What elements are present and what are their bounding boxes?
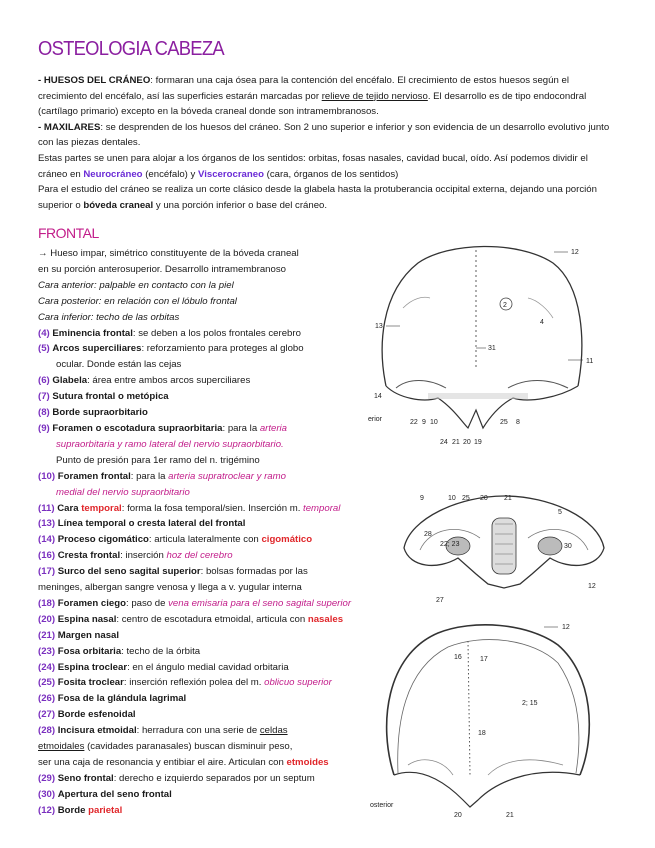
- frontal-feature-item: [38, 771, 378, 787]
- frontal-feature-item: [38, 437, 378, 453]
- feature-r: : derecho e izquierdo separados por un septum: [113, 772, 315, 784]
- feature-r: : herradura con una serie de: [136, 725, 260, 737]
- feature-t: Cresta frontal: [57, 550, 121, 562]
- fig2-label: 20: [480, 495, 488, 502]
- frontal-feature-item: [38, 341, 378, 357]
- intro-text: [38, 73, 618, 213]
- feature-t: Seno frontal: [57, 772, 114, 784]
- fig1-label: 13: [375, 323, 383, 330]
- feature-n: (14): [38, 534, 56, 546]
- feature-p: temporal: [303, 502, 341, 514]
- frontal-feature-list: [38, 326, 378, 819]
- feature-n: (27): [38, 709, 56, 721]
- feature-red: temporal: [81, 502, 122, 514]
- feature-r: : articula lateralmente con: [148, 534, 262, 546]
- feature-c1: (cavidades paranasales) buscan disminuir peso,: [84, 741, 293, 753]
- fig1-label: 24: [440, 439, 448, 446]
- feature-t: Espina troclear: [57, 661, 128, 673]
- feature-p: arteria: [259, 422, 288, 434]
- fig2-label: 25: [462, 495, 470, 502]
- figure-frontal-posterior: [368, 615, 608, 825]
- frontal-feature-item: [38, 405, 378, 421]
- feature-n: (23): [38, 645, 56, 657]
- feature-c0: meninges, albergan sangre venosa y llega a v. yugular interna: [38, 582, 302, 594]
- frontal-feature-item: [38, 469, 378, 485]
- feature-t: Apertura del seno frontal: [57, 788, 172, 800]
- feature-t: Espina nasal: [57, 613, 117, 625]
- frontal-feature-item: [38, 691, 378, 707]
- fig1-label: 19: [474, 439, 482, 446]
- feature-n: (5): [38, 343, 50, 355]
- feature-t: Eminencia frontal: [52, 327, 133, 339]
- fig2-label: 12: [588, 583, 596, 590]
- intro-paragraph-4: Para el estudio del cráneo se realiza un corte clásico desde la glabela hasta la protuberancia occipital externa, dejando una porción superior o bóveda craneal y una porción inferior o base del cráneo.: [38, 184, 597, 211]
- feature-n: (10): [38, 470, 56, 482]
- feature-n: (26): [38, 693, 56, 705]
- fig2-label: 10: [448, 495, 456, 502]
- fig3-label: 12: [562, 624, 570, 631]
- fig1-label: 11: [586, 358, 594, 365]
- frontal-feature-item: [38, 739, 378, 755]
- feature-r: : bolsas formadas por las: [200, 566, 308, 578]
- frontal-feature-item: [38, 421, 378, 437]
- fig3-label: osterior: [370, 802, 394, 809]
- feature-n: (28): [38, 725, 56, 737]
- feature-t: Surco del seno sagital superior: [57, 566, 201, 578]
- feature-t: Cara: [57, 502, 82, 514]
- feature-t: Borde supraorbitario: [52, 407, 148, 419]
- frontal-feature-item: [38, 723, 378, 739]
- feature-r: : techo de la órbita: [121, 645, 201, 657]
- frontal-feature-item: [38, 326, 378, 342]
- feature-t: Foramen ciego: [57, 597, 126, 609]
- feature-c: ocular. Donde están las cejas: [56, 359, 182, 371]
- frontal-feature-item: [38, 644, 378, 660]
- fig1-label: 31: [488, 345, 496, 352]
- feature-t: Foramen o escotadura supraorbitaria: [52, 422, 223, 434]
- fig2-label: 21: [504, 495, 512, 502]
- frontal-feature-item: [38, 580, 378, 596]
- fig1-label: 2: [503, 302, 507, 309]
- fig1-label: 25: [500, 419, 508, 426]
- desc-line: en su porción anterosuperior. Desarrollo intramembranoso: [38, 263, 286, 275]
- figure-frontal-anterior: [368, 238, 600, 450]
- frontal-inferior-drawing: [400, 488, 608, 608]
- feature-red2: etmoides: [286, 757, 329, 768]
- feature-t: Fosa de la glándula lagrimal: [57, 693, 187, 705]
- feature-u0: etmoidales: [38, 741, 85, 753]
- fig1-label: 21: [452, 439, 460, 446]
- fig1-label: erior: [368, 416, 383, 423]
- feature-n: (9): [38, 422, 50, 434]
- feature-t: Borde esfenoidal: [57, 709, 136, 721]
- frontal-feature-item: [38, 787, 378, 803]
- feature-t: Incisura etmoidal: [57, 725, 137, 737]
- feature-r: : se deben a los polos frontales cerebro: [132, 327, 301, 339]
- fig3-label: 20: [454, 812, 462, 819]
- desc-line: → Hueso impar, simétrico constituyente de la bóveda craneal: [38, 248, 299, 259]
- frontal-feature-item: [38, 628, 378, 644]
- feature-t: Margen nasal: [57, 629, 120, 641]
- fig2-label: 28: [424, 531, 432, 538]
- frontal-feature-item: [38, 564, 378, 580]
- fig1-label: 8: [516, 419, 520, 426]
- feature-t: Foramen frontal: [57, 470, 131, 482]
- fig1-label: 9: [422, 419, 426, 426]
- frontal-posterior-drawing: [368, 615, 608, 825]
- feature-n: (18): [38, 597, 56, 609]
- frontal-feature-item: [38, 516, 378, 532]
- desc-line: Cara inferior: techo de las orbitas: [38, 311, 180, 323]
- feature-red2: cigomático: [261, 534, 313, 546]
- fig2-label: 30: [564, 543, 572, 550]
- frontal-feature-item: [38, 485, 378, 501]
- fig1-label: 22: [410, 419, 418, 426]
- feature-p: oblicuo superior: [264, 677, 332, 689]
- feature-r: : paso de: [125, 597, 169, 609]
- feature-t: Proceso cigomático: [57, 534, 149, 546]
- frontal-feature-item: [38, 373, 378, 389]
- feature-r: : en el ángulo medial cavidad orbitaria: [127, 661, 289, 673]
- feature-n: (30): [38, 788, 56, 800]
- frontal-feature-item: [38, 389, 378, 405]
- feature-t: Fosa orbitaria: [57, 645, 122, 657]
- frontal-feature-item: [38, 675, 378, 691]
- section-heading-frontal: FRONTAL: [38, 225, 99, 241]
- feature-p2: supraorbitaria y ramo lateral del nervio supraorbitario.: [56, 438, 284, 450]
- feature-u: celdas: [259, 725, 288, 737]
- intro-paragraph-2: - MAXILARES: se desprenden de los huesos del cráneo. Son 2 uno superior e inferior y son evidencia de un desarrollo evolutivo junto con las piezas dentales.: [38, 121, 610, 149]
- feature-t: Glabela: [52, 375, 88, 387]
- feature-red: parietal: [88, 804, 123, 816]
- feature-n: (12): [38, 804, 56, 816]
- feature-n: (8): [38, 407, 50, 419]
- frontal-feature-item: [38, 596, 378, 612]
- feature-p: vena emisaria para el seno sagital superior: [168, 597, 352, 609]
- intro-paragraph-1: - HUESOS DEL CRÁNEO: formaran una caja ósea para la contención del encéfalo. El crecimiento de estos huesos según el crecimiento del encéfalo, así las superficies estarán marcadas por relieve de tejido nervioso. El desarrollo es de tipo endocondral (cartílago primario) excepto en la bóveda craneal donde son intramembranosos.: [38, 75, 587, 118]
- feature-p: arteria supratroclear y ramo: [168, 470, 286, 482]
- feature-r: : para la: [130, 470, 169, 482]
- frontal-feature-item: [38, 660, 378, 676]
- frontal-anterior-drawing: [368, 238, 600, 450]
- frontal-feature-item: [38, 501, 378, 517]
- feature-n: (16): [38, 550, 56, 562]
- frontal-feature-item: [38, 532, 378, 548]
- page-title: OSTEOLOGIA CABEZA: [38, 38, 224, 60]
- feature-n: (6): [38, 375, 50, 387]
- frontal-feature-item: [38, 548, 378, 564]
- frontal-feature-item: [38, 612, 378, 628]
- fig3-label: 17: [480, 656, 488, 663]
- feature-p: hoz del cerebro: [166, 550, 233, 562]
- figure-frontal-inferior: [400, 488, 608, 608]
- feature-r: : reforzamiento para proteges al globo: [141, 343, 304, 355]
- feature-r: : para la: [222, 422, 260, 434]
- desc-line: Cara posterior: en relación con el lóbulo frontal: [38, 295, 237, 307]
- fig3-label: 2; 15: [522, 700, 538, 707]
- feature-t: Fosita troclear: [57, 677, 124, 689]
- feature-r: : área entre ambos arcos superciliares: [87, 375, 251, 387]
- feature-red2: nasales: [307, 613, 344, 625]
- intro-paragraph-3: Estas partes se unen para alojar a los órganos de los sentidos: orbitas, fosas nasales, cavidad bucal, oído. Así podemos dividir el cráneo en Neurocráneo (encéfalo) y Viscerocraneo (cara, órganos de los sentidos): [38, 152, 588, 180]
- desc-line: Cara anterior: palpable en contacto con la piel: [38, 279, 234, 291]
- fig2-label: 22; 23: [440, 541, 460, 548]
- feature-t: Sutura frontal o metópica: [52, 391, 169, 403]
- frontal-feature-item: [38, 707, 378, 723]
- feature-c0: ser una caja de resonancia y entibiar el aire. Articulan con: [38, 757, 287, 768]
- feature-c: Punto de presión para 1er ramo del n. trigémino: [56, 454, 260, 466]
- feature-n: (4): [38, 327, 50, 339]
- feature-n: (7): [38, 391, 50, 403]
- fig2-label: 27: [436, 597, 444, 604]
- frontal-feature-item: [38, 453, 378, 469]
- fig2-label: 9: [420, 495, 424, 502]
- feature-n: (17): [38, 566, 56, 578]
- fig1-label: 14: [374, 393, 382, 400]
- frontal-description: [38, 246, 378, 819]
- fig3-label: 18: [478, 730, 486, 737]
- feature-p2: medial del nervio supraorbitario: [56, 486, 190, 498]
- feature-n: (21): [38, 629, 56, 641]
- fig2-label: 5: [558, 509, 562, 516]
- feature-n: (25): [38, 677, 56, 689]
- feature-t: Borde: [57, 804, 89, 816]
- feature-n: (24): [38, 661, 56, 673]
- fig3-label: 16: [454, 654, 462, 661]
- feature-t: Arcos superciliares: [52, 343, 142, 355]
- feature-r: : centro de escotadura etmoidal, articula con: [116, 613, 308, 625]
- feature-r: : inserción: [120, 550, 167, 562]
- feature-r: : forma la fosa temporal/sien. Inserción m.: [121, 502, 304, 514]
- feature-r: : inserción reflexión polea del m.: [123, 677, 265, 689]
- feature-n: (20): [38, 613, 56, 625]
- fig1-label: 20: [463, 439, 471, 446]
- fig1-label: 10: [430, 419, 438, 426]
- frontal-feature-item: [38, 755, 378, 771]
- fig3-label: 21: [506, 812, 514, 819]
- feature-n: (11): [38, 502, 55, 514]
- fig1-label: 4: [540, 319, 544, 326]
- frontal-feature-item: [38, 357, 378, 373]
- fig1-label: 12: [571, 249, 579, 256]
- feature-n: (13): [38, 518, 56, 530]
- frontal-feature-item: [38, 803, 378, 819]
- feature-n: (29): [38, 772, 56, 784]
- feature-t: Línea temporal o cresta lateral del frontal: [57, 518, 246, 530]
